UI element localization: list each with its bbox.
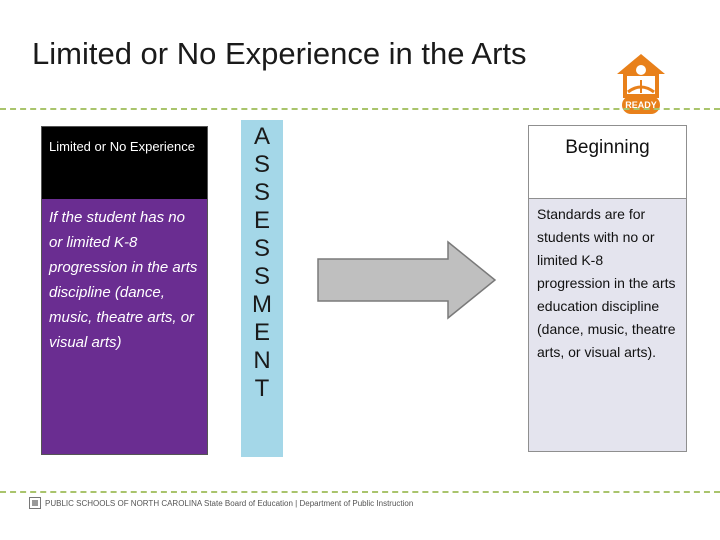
- assessment-letter: M: [252, 291, 272, 318]
- level-panel: [528, 125, 687, 452]
- right-arrow-icon: [316, 240, 498, 320]
- assessment-letter: N: [253, 347, 271, 374]
- footer: [29, 497, 413, 509]
- level-panel-header: Beginning: [529, 126, 686, 199]
- state-seal-icon: [29, 497, 41, 509]
- assessment-letter: S: [253, 235, 270, 262]
- footer-text: PUBLIC SCHOOLS OF NORTH CAROLINA State Board of Education | Department of Public Instruction: [45, 498, 414, 508]
- bottom-divider: [0, 491, 720, 493]
- assessment-letter: E: [253, 207, 270, 234]
- house-book-icon: [614, 52, 668, 100]
- level-panel-body: Standards are for students with no or limited K-8 progression in the arts education discipline (dance, music, theatre arts, or visual arts).: [537, 206, 676, 360]
- experience-panel-header: Limited or No Experience: [42, 127, 207, 199]
- assessment-letter: T: [254, 375, 270, 402]
- assessment-letter: E: [253, 319, 270, 346]
- logo-badge: READY: [622, 96, 660, 114]
- assessment-letter: A: [253, 123, 270, 150]
- assessment-letter: S: [253, 263, 270, 290]
- experience-panel-body: If the student has no or limited K-8 progression in the arts discipline (dance, music, theatre arts, or visual arts): [42, 199, 207, 454]
- experience-panel: [41, 126, 208, 455]
- assessment-column: [241, 120, 283, 457]
- assessment-letter: S: [253, 151, 270, 178]
- top-divider: [0, 108, 720, 110]
- page-title: Limited or No Experience in the Arts: [32, 36, 527, 71]
- assessment-letter: S: [253, 179, 270, 206]
